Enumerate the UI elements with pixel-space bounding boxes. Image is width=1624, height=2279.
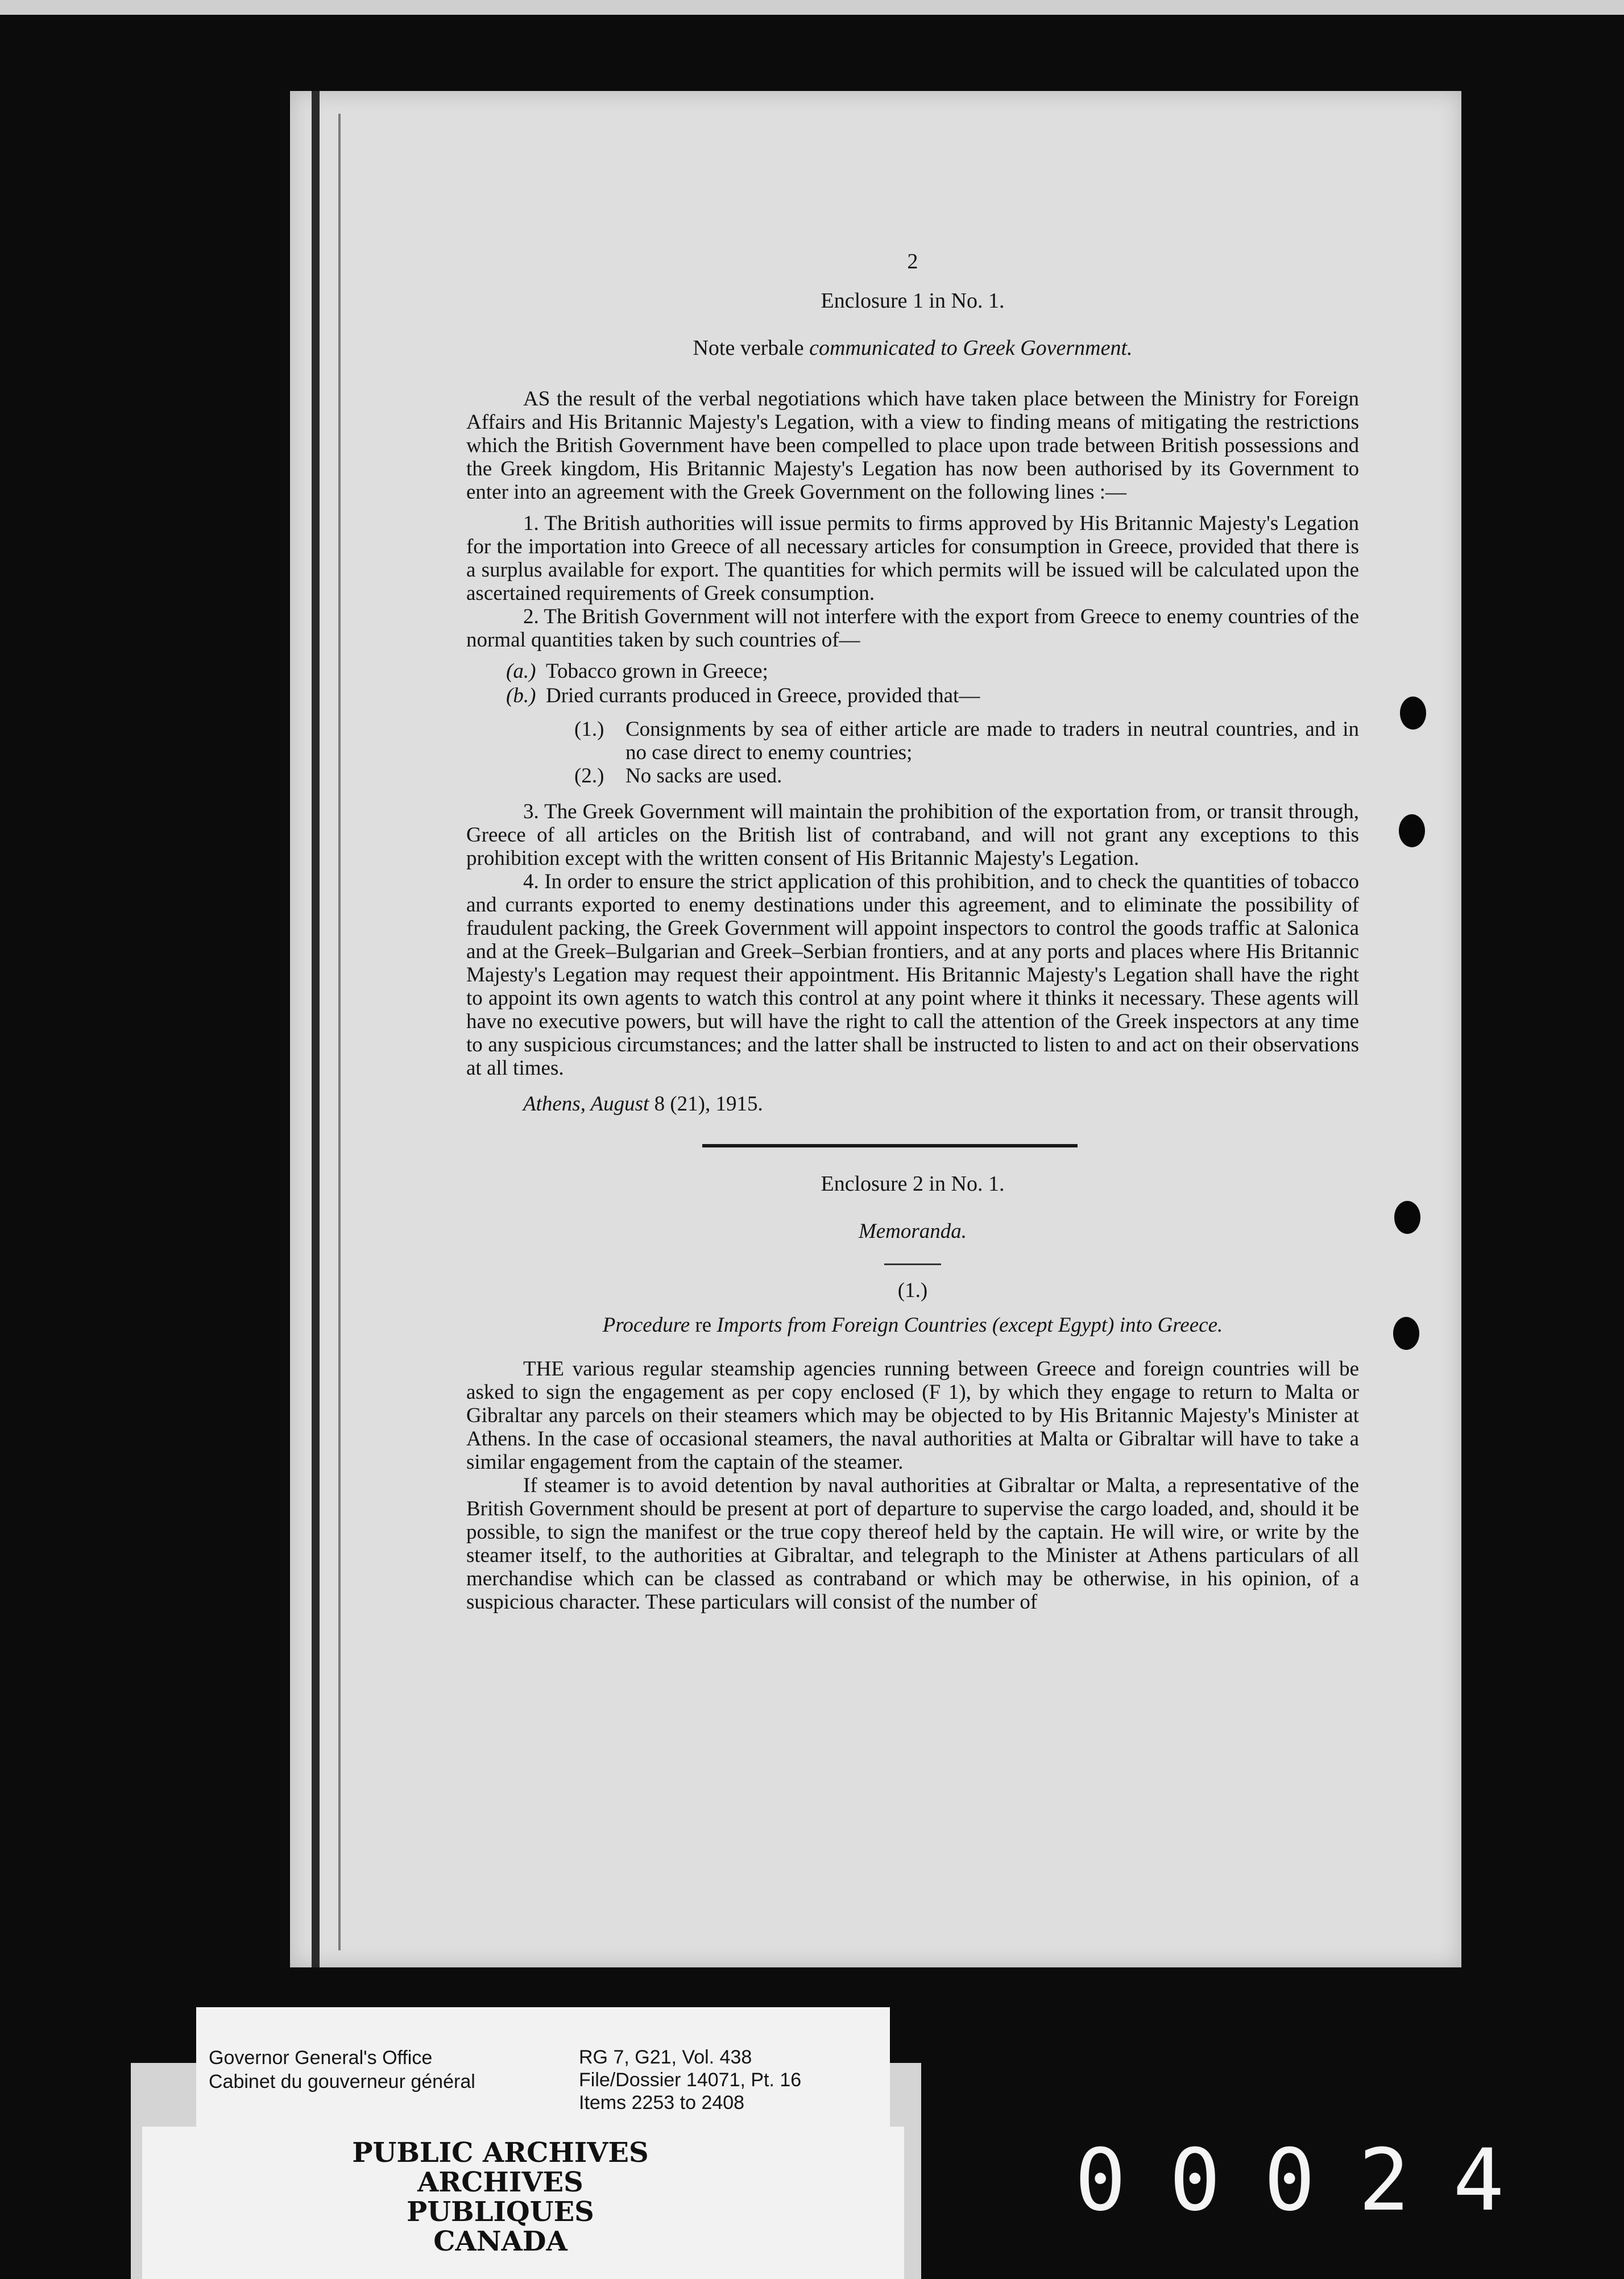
point-4: 4. In order to ensure the strict application of this prohibition, and to check the quantities of tobacco and currants exported to enemy destinations under this agreement, and to eliminate the possibility of fraudulent packing, the Greek Government will appoint inspectors to control the goods traffic at Salonica and at the Greek–Bulgarian and Greek–Serbian frontiers, and at any ports and places where His Britannic Majesty's Legation may request their appointment. His Britannic Majesty's Legation shall have the right to appoint its own agents to watch this control at any point where it thinks it necessary. These agents will have no executive powers, but will have the right to call the attention of the Greek inspectors at any time to any suspicious circumstances; and the latter shall be instructed to listen to and act on their observations at all times. <box>466 870 1359 1080</box>
point-2: 2. The British Government will not interfere with the export from Greece to enemy countries of the normal quantities taken by such countries of— <box>466 605 1359 652</box>
signoff-place: Athens, August <box>523 1092 649 1116</box>
cond-2-label: (2.) <box>574 764 604 788</box>
memo-paragraph-1: THE various regular steamship agencies running between Greece and foreign countries will be asked to sign the engagement as per copy enclosed (F 1), by which they engage to return to Malta or Gibraltar any parcels on their steamers which may be objected to by His Britannic Majesty's Minister at Athens. In the case of occasional steamers, the naval authorities at Malta or Gibraltar will have to take a similar engagement from the captain of the steamer. <box>466 1357 1359 1474</box>
section-number: (1.) <box>897 1279 928 1302</box>
sub-list-a-b <box>506 660 1359 707</box>
archive-line-1: PUBLIC ARCHIVES <box>352 2137 649 2169</box>
list-item <box>506 660 1359 683</box>
signoff <box>523 1092 1359 1116</box>
list-item <box>574 718 1359 764</box>
punch-hole-2 <box>1399 814 1425 847</box>
enclosure-1-subtitle <box>466 337 1359 360</box>
memoranda-title: Memoranda. <box>858 1220 967 1243</box>
intro-paragraph: AS the result of the verbal negotiations which have taken place between the Ministry for Foreign Affairs and His Britannic Majesty's Legation, with a view to finding means of mitigating the restrictions which the British Government have been compelled to place upon trade between British possessions and the Greek kingdom, His Britannic Majesty's Legation has now been authorised by its Government to enter into an agreement with the Greek Government on the following lines :— <box>466 387 1359 504</box>
procedure-heading <box>466 1313 1359 1337</box>
ref-line-3: Items 2253 to 2408 <box>579 2092 745 2114</box>
punch-hole-3 <box>1394 1201 1420 1234</box>
public-archives-stamp <box>341 2138 660 2256</box>
condition-list <box>574 718 1359 788</box>
section-divider <box>702 1144 1078 1147</box>
page-number: 2 <box>907 250 918 274</box>
cond-1-text: Consignments by sea of either article are made to traders in neutral countries, and in no case direct to enemy countries; <box>625 718 1359 764</box>
film-top-edge <box>0 0 1624 15</box>
subtitle-italic: communicated to Greek Government. <box>809 336 1133 360</box>
subtitle-plain: Note verbale <box>693 336 810 360</box>
archive-line-3: CANADA <box>433 2226 567 2257</box>
film-frame-number: 00024 <box>1075 2131 1548 2230</box>
list-item <box>506 684 1359 707</box>
sub-a-text: Tobacco grown in Greece; <box>546 660 768 683</box>
page-fold-line <box>338 114 341 1950</box>
office-fr: Cabinet du gouverneur général <box>209 2071 475 2092</box>
list-item <box>574 764 1359 788</box>
punch-hole-1 <box>1400 697 1426 730</box>
memo-paragraph-2: If steamer is to avoid detention by naval authorities at Gibraltar or Malta, a representative of the British Government should be present at port of departure to supervise the cargo loaded, and, should it be possible, to sign the manifest or the true copy thereof held by the captain. He will wire, or write by the steamer itself, to the authorities at Gibraltar, and telegraph to the Minister at Athens particulars of all merchandise which can be classed as contraband or which may be otherwise, in his opinion, of a suspicious character. These particulars will consist of the number of <box>466 1474 1359 1614</box>
procedure-a: Procedure <box>602 1313 695 1337</box>
procedure-c: Imports from Foreign Countries (except Egypt) into Greece. <box>711 1313 1223 1337</box>
ref-line-2: File/Dossier 14071, Pt. 16 <box>579 2069 802 2091</box>
procedure-re: re <box>695 1313 712 1337</box>
short-divider <box>884 1263 941 1265</box>
signoff-date: 8 (21), 1915. <box>649 1092 763 1116</box>
archive-line-2: ARCHIVES PUBLIQUES <box>407 2166 594 2228</box>
archive-reference-label <box>196 2007 890 2127</box>
file-reference <box>579 2046 801 2114</box>
sub-b-label: (b.) <box>506 684 536 707</box>
document-content <box>466 250 1359 1614</box>
sub-a-label: (a.) <box>506 660 536 683</box>
cond-1-label: (1.) <box>574 718 604 741</box>
point-3: 3. The Greek Government will maintain the prohibition of the exportation from, or transit through, Greece of all articles on the British list of contraband, and will not grant any exceptions to this prohibition except with the written consent of His Britannic Majesty's Legation. <box>466 800 1359 870</box>
office-en: Governor General's Office <box>209 2047 433 2069</box>
cond-2-text: No sacks are used. <box>625 764 782 788</box>
punch-hole-4 <box>1393 1317 1419 1350</box>
office-names <box>209 2046 475 2094</box>
page-binding-edge <box>312 91 320 1967</box>
enclosure-1-heading: Enclosure 1 in No. 1. <box>821 289 1005 313</box>
enclosure-2-heading: Enclosure 2 in No. 1. <box>821 1172 1005 1196</box>
ref-line-1: RG 7, G21, Vol. 438 <box>579 2046 752 2068</box>
sub-b-text: Dried currants produced in Greece, provided that— <box>546 684 980 707</box>
point-1: 1. The British authorities will issue permits to firms approved by His Britannic Majesty's Legation for the importation into Greece of all necessary articles for consumption in Greece, provided that there is a surplus available for export. The quantities for which permits will be issued will be calculated upon the ascertained requirements of Greek consumption. <box>466 512 1359 605</box>
